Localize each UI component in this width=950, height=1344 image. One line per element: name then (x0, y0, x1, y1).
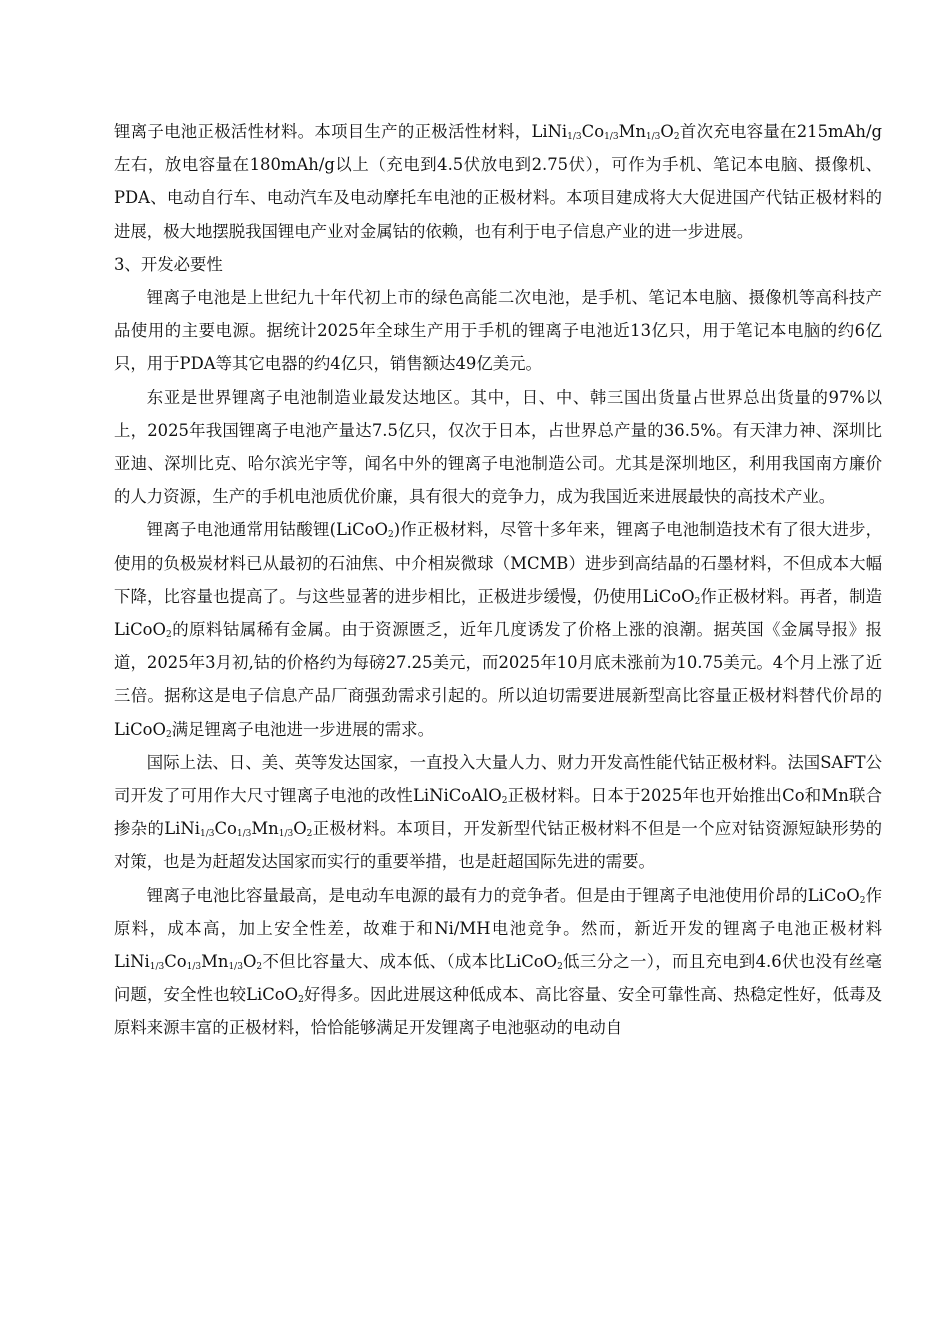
text-run: 首次充电容量在215mAh/g左右，放电容量在180mAh/g以上（充电到4.5伏放电到2.75伏），可作为手机、笔记本电脑、摄像机、PDA、电动自行车、电动汽车及电动摩托车电池的正极材料。本项目建成将大大促进国产代钴正极材料的进展，极大地摆脱我国锂电产业对金属钴的依赖，也有利于电子信息产业的进一步进展。 (114, 122, 882, 241)
subscript: 1/3 (567, 132, 582, 142)
subscript: 2 (557, 962, 563, 973)
subscript: 1/3 (278, 829, 294, 840)
subscript: 2 (306, 829, 313, 840)
text-run: Co (164, 952, 187, 972)
subscript: 1/3 (645, 132, 661, 142)
subscript: 1/3 (199, 829, 215, 840)
text-run: 锂离子电池通常用钴酸锂(LiCoO (146, 520, 388, 540)
subscript: 1/3 (236, 829, 252, 840)
text-run: O (660, 122, 674, 141)
subscript: 2 (298, 995, 304, 1006)
text-run: 好得多。因此进展这种低成本、高比容量、安全可靠性高、热稳定性好，低毒及原料来源丰富的正极材料，恰恰能够满足开发锂离子电池驱动的电动自 (114, 985, 882, 1038)
subscript: 1/3 (186, 962, 202, 973)
text-run: 正极材料。本项目，开发新型代钴正极材料不但是一个应对钴资源短缺形势的对策，也是为赶超发达国家而实行的重要举措，也是赶超国际先进的需要。 (114, 819, 883, 872)
subscript: 2 (256, 962, 263, 973)
text-run: Mn (201, 952, 229, 972)
text-run: 作原料，成本高，加上安全性差，故难于和Ni/MH电池竞争。然而，新近开发的锂离子电池正极材料LiNi (114, 885, 882, 972)
text-run: 锂离子电池正极活性材料。本项目生产的正极活性材料，LiNi (114, 122, 568, 141)
subscript: 1/3 (228, 962, 243, 973)
subscript: 1/3 (149, 962, 165, 973)
subscript: 2 (387, 530, 394, 541)
text-run: 锂离子电池比容量最高，是电动车电源的最有力的竞争者。但是由于锂离子电池使用价昂的LiCoO (146, 885, 860, 905)
text-run: 作正极材料。再者，制造LiCoO (114, 586, 882, 640)
text-run: 东亚是世界锂离子电池制造业最发达地区。其中，日、中、韩三国出货量占世界总出货量的97%以上，2025年我国锂离子电池产量达7.5亿只，仅次于日本，占世界总产量的36.5%。有天津力神、深圳比亚迪、深圳比克、哈尔滨光宇等，闻名中外的锂离子电池制造公司。尤其是深圳地区，利用我国南方廉价的人力资源，生产的手机电池质优价廉，具有很大的竞争力，成为我国近来进展最快的高技术产业。 (114, 387, 882, 507)
text-run: 锂离子电池是上世纪九十年代初上市的绿色高能二次电池，是手机、笔记本电脑、摄像机等高科技产品使用的主要电源。据统计2025年全球生产用于手机的锂离子电池近13亿只，用于笔记本电脑的约6亿只，用于PDA等其它电器的约4亿只，销售额达49亿美元。 (114, 288, 882, 374)
text-run: )作正极材料，尽管十多年来，锂离子电池制造技术有了很大进步，使用的负极炭材料已从最初的石油焦、中介相炭微球（MCMB）进步到高结晶的石墨材料，不但成本大幅下降，比容量也提高了。与这些显著的进步相比，正极进步缓慢，仍使用LiCoO (114, 520, 882, 606)
subscript: 2 (694, 596, 701, 607)
subscript: 2 (673, 132, 680, 142)
text-run: Mn (251, 819, 279, 839)
subscript: 2 (165, 630, 172, 641)
paragraph-intro (114, 115, 882, 248)
text-run: Co (214, 819, 237, 839)
text-run: 3、开发必要性 (114, 254, 223, 274)
text-run: 国际上法、日、美、英等发达国家，一直投入大量人力、财力开发高性能代钴正极材料。法国SAFT公司开发了可用作大尺寸锂离子电池的改性LiNiCoAlO (114, 752, 882, 806)
text-run: 低三分之一），而且充电到4.6伏也没有丝毫问题，安全性也较LiCoO (114, 952, 882, 1005)
text-run: O (242, 952, 257, 972)
subscript: 2 (165, 729, 172, 740)
paragraph-electric-vehicle (114, 879, 882, 1045)
section-heading (114, 248, 882, 281)
paragraph-cathode-materials (114, 513, 882, 745)
text-run: Mn (618, 122, 646, 141)
subscript: 2 (501, 796, 508, 807)
text-run: 正极材料。日本于2025年也开始推出Co和Mn联合掺杂的LiNi (114, 786, 882, 839)
subscript: 1/3 (604, 132, 619, 142)
text-run: O (293, 819, 307, 839)
text-run: 不但比容量大、成本低、（成本比LiCoO (262, 952, 558, 972)
subscript: 2 (859, 895, 866, 906)
paragraph-international-development (114, 746, 882, 879)
text-run: Co (581, 122, 605, 141)
paragraph-battery-overview (114, 281, 882, 381)
text-run: 满足锂离子电池进一步进展的需求。 (171, 719, 434, 739)
paragraph-east-asia-industry (114, 381, 882, 514)
text-run: 的原料钴属稀有金属。由于资源匮乏，近年几度诱发了价格上涨的浪潮。据英国《金属导报》报道，2025年3月初,钴的价格约为每磅27.25美元，而2025年10月底未涨前为10.75美元。4个月上涨了近三倍。据称这是电子信息产品厂商强劲需求引起的。所以迫切需要进展新型高比容量正极材料替代价昂的LiCoO (114, 620, 882, 739)
